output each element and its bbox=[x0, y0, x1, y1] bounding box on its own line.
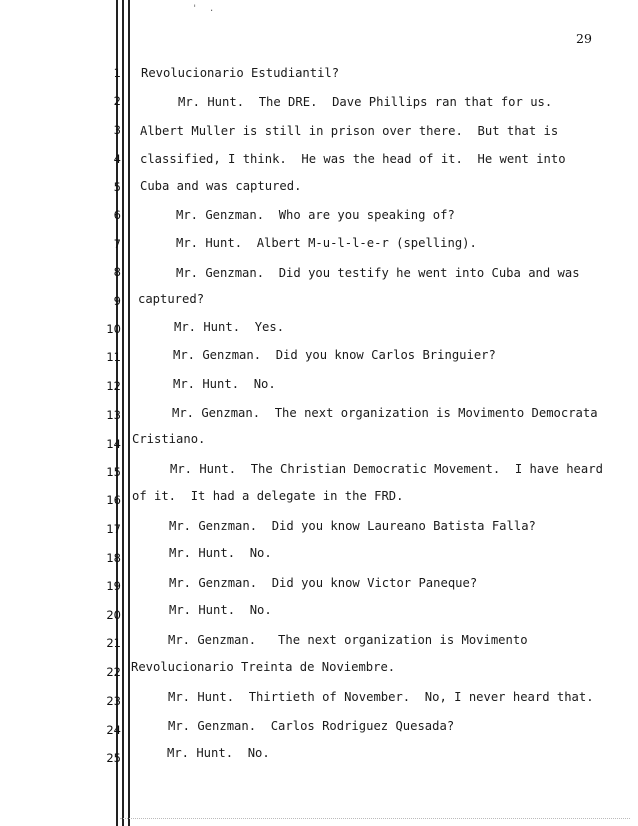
transcript-line: Mr. Genzman. The next organization is Movimento Democrata bbox=[172, 406, 598, 420]
transcript-line: Revolucionario Treinta de Noviembre. bbox=[131, 660, 396, 674]
transcript-line: Mr. Hunt. The DRE. Dave Phillips ran that for us. bbox=[178, 95, 553, 109]
line-number: 22 bbox=[106, 665, 121, 679]
transcript-line: Mr. Hunt. The Christian Democratic Movement. I have heard bbox=[170, 462, 603, 476]
line-number: 11 bbox=[106, 350, 121, 364]
transcript-line: Mr. Genzman. Did you know Carlos Bringuier? bbox=[173, 348, 496, 362]
line-number: 7 bbox=[113, 237, 121, 251]
margin-rule bbox=[128, 0, 130, 826]
margin-rule bbox=[122, 0, 124, 826]
line-number: 15 bbox=[106, 465, 121, 479]
line-number: 21 bbox=[106, 636, 121, 650]
line-number: 20 bbox=[106, 608, 121, 622]
line-number: 9 bbox=[113, 294, 121, 308]
transcript-line: Mr. Hunt. Thirtieth of November. No, I never heard that. bbox=[168, 690, 594, 704]
page-number: 29 bbox=[576, 31, 592, 46]
transcript-line: Mr. Hunt. No. bbox=[167, 746, 270, 760]
transcript-line: Cristiano. bbox=[132, 432, 206, 446]
transcript-line: Mr. Genzman. Did you testify he went into Cuba and was bbox=[176, 266, 580, 280]
transcript-line: Mr. Hunt. No. bbox=[169, 603, 272, 617]
transcript-line: Cuba and was captured. bbox=[140, 179, 302, 193]
line-number: 23 bbox=[106, 694, 121, 708]
line-number: 2 bbox=[113, 94, 121, 108]
line-number: 25 bbox=[106, 751, 121, 765]
line-number: 12 bbox=[106, 379, 121, 393]
transcript-line: Mr. Hunt. Yes. bbox=[174, 320, 285, 334]
line-number: 3 bbox=[113, 123, 121, 137]
transcript-line: Mr. Hunt. Albert M-u-l-l-e-r (spelling). bbox=[176, 236, 477, 250]
line-number: 6 bbox=[113, 208, 121, 222]
line-number: 17 bbox=[106, 522, 121, 536]
transcript-line: Mr. Hunt. No. bbox=[173, 377, 276, 391]
transcript-line: Revolucionario Estudiantil? bbox=[141, 66, 340, 80]
transcript-line: Albert Muller is still in prison over there. But that is bbox=[140, 124, 559, 138]
transcript-line: Mr. Genzman. Did you know Victor Paneque? bbox=[169, 576, 478, 590]
line-number: 13 bbox=[106, 408, 121, 422]
line-number: 19 bbox=[106, 579, 121, 593]
line-number: 14 bbox=[106, 437, 121, 451]
transcript-line: Mr. Genzman. Who are you speaking of? bbox=[176, 208, 455, 222]
scan-edge-artifact bbox=[120, 818, 630, 820]
line-number: 5 bbox=[113, 180, 121, 194]
transcript-line: captured? bbox=[138, 292, 205, 306]
line-number: 24 bbox=[106, 723, 121, 737]
transcript-line: Mr. Genzman. Carlos Rodriguez Quesada? bbox=[168, 719, 455, 733]
transcript-line: of it. It had a delegate in the FRD. bbox=[132, 489, 404, 503]
line-number: 18 bbox=[106, 551, 121, 565]
transcript-line: Mr. Hunt. No. bbox=[169, 546, 272, 560]
line-number: 10 bbox=[106, 322, 121, 336]
line-number: 4 bbox=[113, 152, 121, 166]
line-number: 1 bbox=[113, 66, 121, 80]
line-number: 8 bbox=[113, 265, 121, 279]
line-number: 16 bbox=[106, 493, 121, 507]
transcript-line: classified, I think. He was the head of it. He went into bbox=[140, 152, 566, 166]
transcript-line: Mr. Genzman. Did you know Laureano Batista Falla? bbox=[169, 519, 536, 533]
transcript-line: Mr. Genzman. The next organization is Movimento bbox=[168, 633, 528, 647]
scan-specks: ' . bbox=[192, 4, 218, 14]
